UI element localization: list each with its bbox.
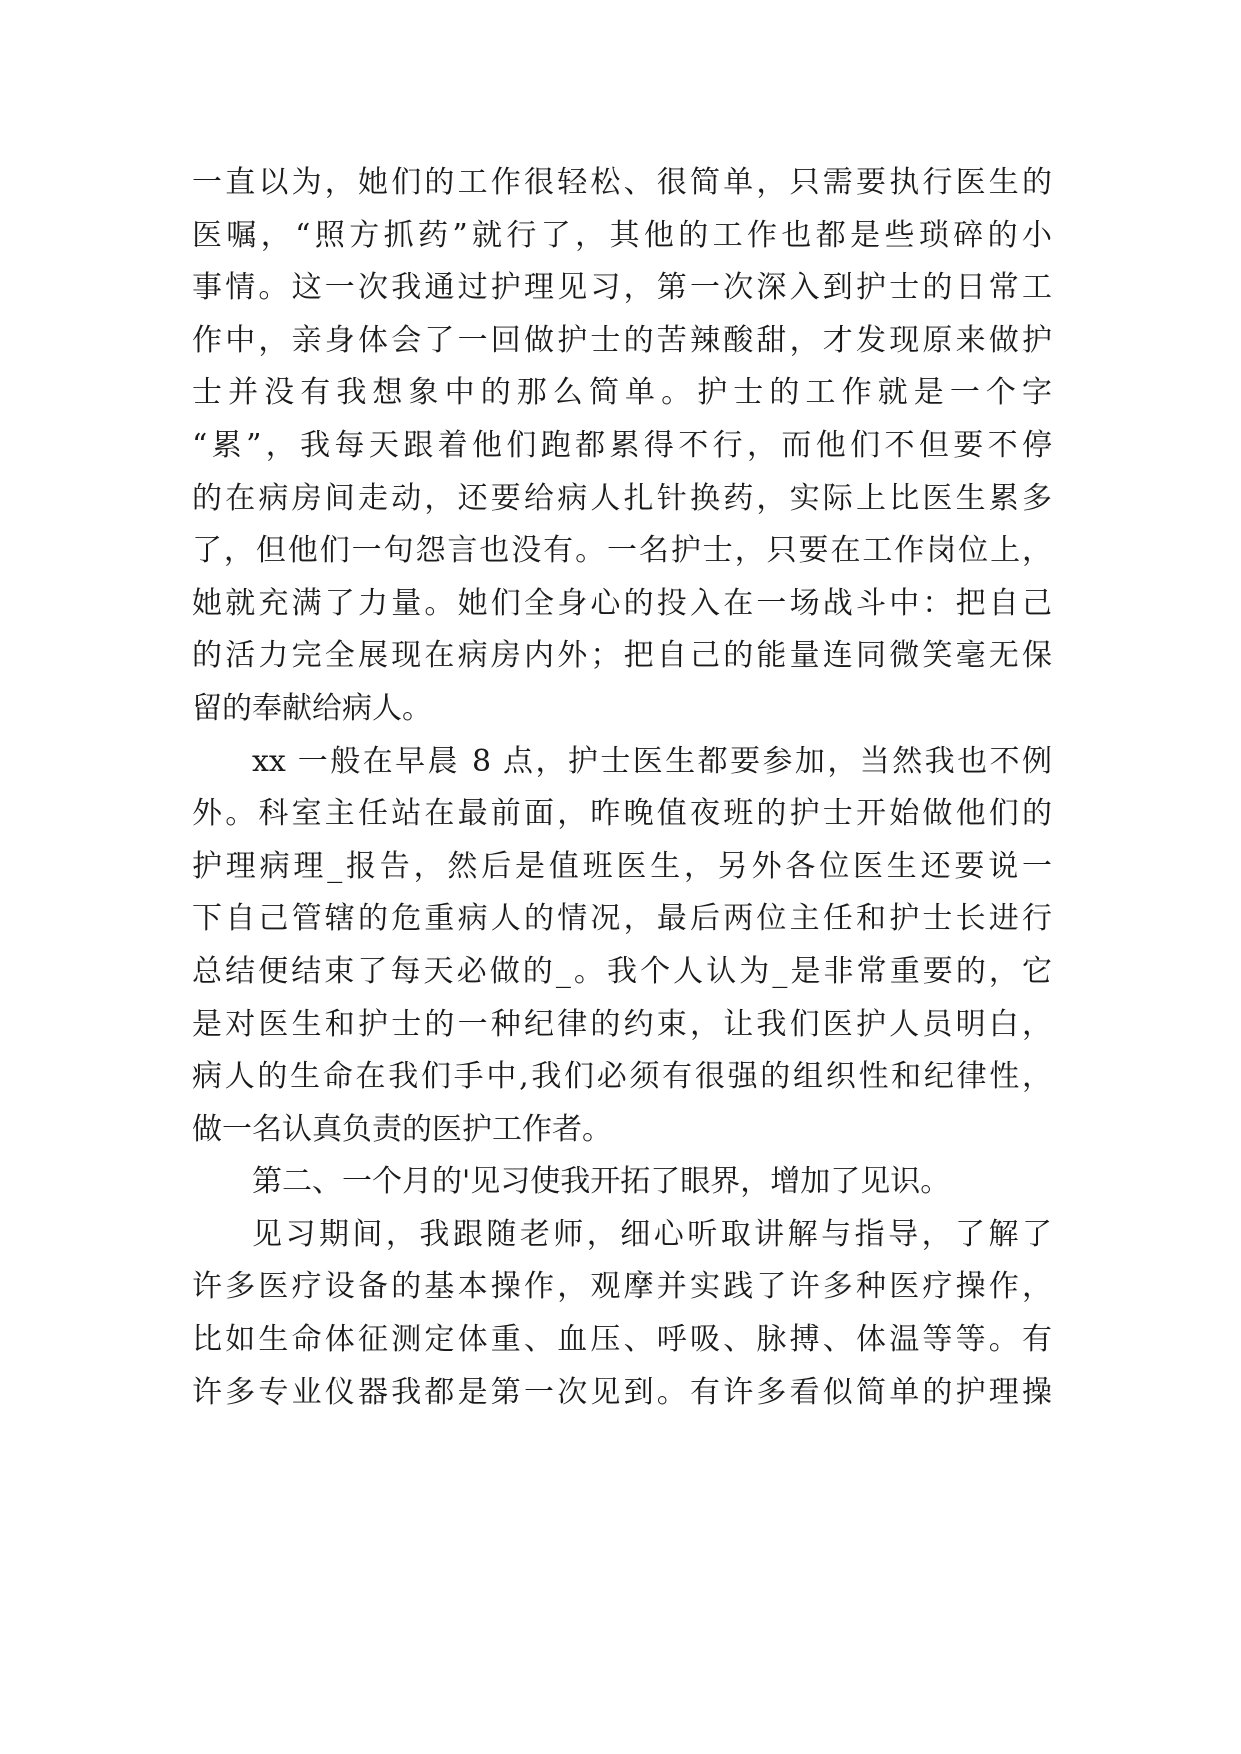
paragraph: [192, 157, 1052, 736]
paragraph: [192, 1156, 1052, 1209]
text-line: 第二、一个月的'见习使我开拓了眼界，增加了见识。: [252, 1164, 951, 1200]
text-line: 的活力完全展现在病房内外；把自己的能量连同微笑毫无保: [192, 638, 1052, 674]
text-line: 病人的生命在我们手中,我们必须有很强的组织性和纪律性，: [192, 1059, 1052, 1095]
text-line: 总结便结束了每天必做的_。我个人认为_是非常重要的，它: [192, 953, 1052, 989]
text-line: 一直以为，她们的工作很轻松、很简单，只需要执行医生的: [192, 165, 1052, 200]
text-line: 事情。这一次我通过护理见习，第一次深入到护士的日常工: [192, 270, 1052, 306]
text-line: 是对医生和护士的一种纪律的约束，让我们医护人员明白，: [192, 1006, 1052, 1042]
text-line: 见习期间，我跟随老师，细心听取讲解与指导，了解了: [252, 1216, 1052, 1252]
text-line: 医嘱，“照方抓药”就行了，其他的工作也都是些琐碎的小: [192, 217, 1052, 253]
text-line: “累”，我每天跟着他们跑都累得不行，而他们不但要不停: [192, 427, 1052, 463]
text-line: xx 一般在早晨 8 点，护士医生都要参加，当然我也不例: [252, 743, 1052, 779]
text-line: 的在病房间走动，还要给病人扎针换药，实际上比医生累多: [192, 480, 1052, 516]
text-line: 外。科室主任站在最前面，昨晚值夜班的护士开始做他们的: [192, 796, 1052, 832]
text-line: 作中，亲身体会了一回做护士的苦辣酸甜，才发现原来做护: [192, 322, 1052, 358]
text-line: 了，但他们一句怨言也没有。一名护士，只要在工作岗位上，: [192, 533, 1052, 569]
text-line: 护理病理_报告，然后是值班医生，另外各位医生还要说一: [192, 848, 1052, 884]
paragraph: [192, 1209, 1052, 1419]
text-line: 做一名认真负责的医护工作者。: [192, 1111, 612, 1147]
text-line: 她就充满了力量。她们全身心的投入在一场战斗中：把自己: [192, 585, 1052, 621]
document-body: [192, 157, 1052, 1419]
text-line: 下自己管辖的危重病人的情况，最后两位主任和护士长进行: [192, 901, 1052, 937]
text-line: 士并没有我想象中的那么简单。护士的工作就是一个字: [192, 375, 1052, 411]
text-line: 许多医疗设备的基本操作，观摩并实践了许多种医疗操作，: [192, 1269, 1052, 1305]
text-line: 留的奉献给病人。: [192, 690, 432, 726]
paragraph: [192, 736, 1052, 1157]
text-line: 许多专业仪器我都是第一次见到。有许多看似简单的护理操: [192, 1374, 1052, 1410]
text-line: 比如生命体征测定体重、血压、呼吸、脉搏、体温等等。有: [192, 1322, 1052, 1358]
